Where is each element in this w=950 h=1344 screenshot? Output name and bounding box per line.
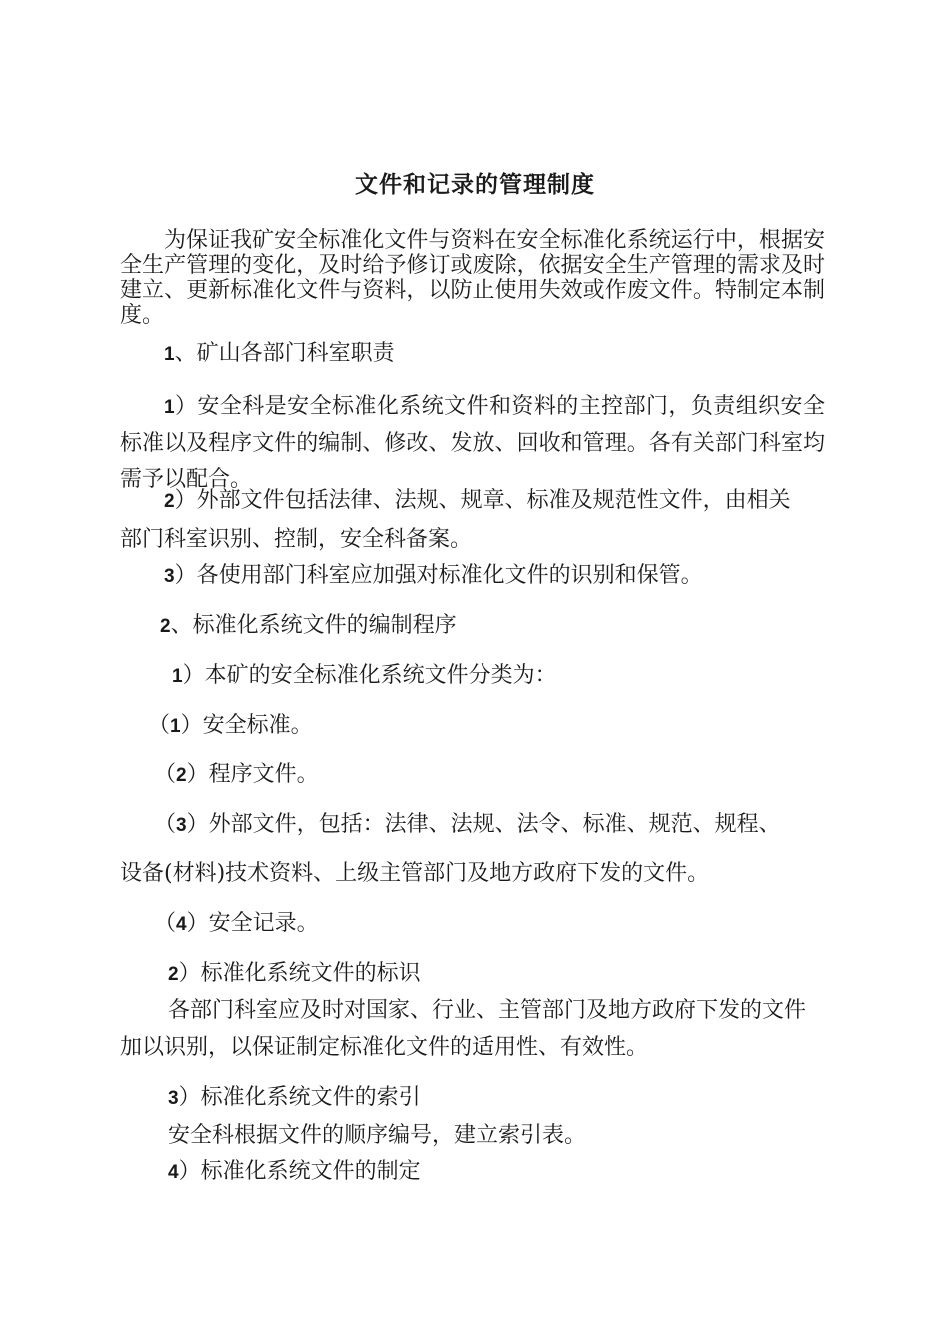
item-text: ）标准化系统文件的标识 [178, 961, 421, 986]
section-2-item-3-heading [168, 1085, 421, 1111]
section-1-item-2-line-1 [164, 488, 791, 514]
item-text: ）标准化系统文件的制定 [178, 1159, 421, 1184]
section-2-item-2-heading [168, 961, 421, 987]
item-text: ）本矿的安全标准化系统文件分类为： [182, 663, 557, 688]
category-bracket: （ [154, 812, 177, 837]
category-bracket: （ [154, 911, 177, 936]
section-title: 、标准化系统文件的编制程序 [170, 613, 457, 638]
section-1-item-2-line-2: 部门科室识别、控制，安全科备案。 [120, 527, 473, 552]
item-number: 2 [164, 491, 175, 512]
item-number: 4 [168, 1162, 179, 1183]
item-number: 3 [168, 1088, 179, 1109]
category-text: ）安全标准。 [180, 713, 313, 738]
section-2-item-1 [172, 663, 557, 689]
section-2-item-2-body-line-1: 各部门科室应及时对国家、行业、主管部门及地方政府下发的文件 [168, 998, 807, 1023]
category-bracket: （ [154, 762, 177, 787]
category-number: 4 [176, 914, 187, 935]
category-1 [148, 713, 313, 739]
category-3-line-1 [154, 812, 781, 838]
item-text: ）标准化系统文件的索引 [178, 1085, 421, 1110]
category-number: 1 [170, 716, 181, 737]
section-2-item-4-heading [168, 1159, 421, 1185]
section-number: 1 [164, 344, 175, 365]
item-text: ）外部文件包括法律、法规、规章、标准及规范性文件，由相关 [174, 488, 791, 513]
section-number: 2 [160, 616, 171, 637]
section-1-heading [164, 341, 395, 367]
document-title: 文件和记录的管理制度 [355, 172, 595, 198]
section-2-heading [160, 613, 457, 639]
category-3-line-2: 设备(材料)技术资料、上级主管部门及地方政府下发的文件。 [120, 861, 710, 886]
intro-paragraph: 为保证我矿安全标准化文件与资料在安全标准化系统运行中，根据安全生产管理的变化，及时给予修订或废除，依据安全生产管理的需求及时建立、更新标准化文件与资料，以防止使用失效或作废文件。特制定本制度。 [120, 228, 825, 328]
category-text: ）程序文件。 [186, 762, 319, 787]
item-number: 1 [164, 397, 175, 418]
category-number: 3 [176, 815, 187, 836]
category-4 [154, 911, 319, 937]
category-text: ）外部文件，包括：法律、法规、法令、标准、规范、规程、 [186, 812, 781, 837]
item-number: 2 [168, 964, 179, 985]
section-title: 、矿山各部门科室职责 [174, 341, 395, 366]
category-number: 2 [176, 765, 187, 786]
category-bracket: （ [148, 713, 171, 738]
item-text: ）各使用部门科室应加强对标准化文件的识别和保管。 [174, 563, 703, 588]
item-number: 3 [164, 566, 175, 587]
section-2-item-2-body-line-2: 加以识别，以保证制定标准化文件的适用性、有效性。 [120, 1035, 649, 1060]
section-1-item-3 [164, 563, 703, 589]
item-number: 1 [172, 666, 183, 687]
category-2 [154, 762, 319, 788]
section-1-item-1 [120, 389, 825, 498]
item-text: ）安全科是安全标准化系统文件和资料的主控部门，负责组织安全标准以及程序文件的编制、修改、发放、回收和管理。各有关部门科室均需予以配合。 [120, 394, 825, 492]
section-2-item-3-body: 安全科根据文件的顺序编号，建立索引表。 [168, 1123, 587, 1148]
category-text: ）安全记录。 [186, 911, 319, 936]
